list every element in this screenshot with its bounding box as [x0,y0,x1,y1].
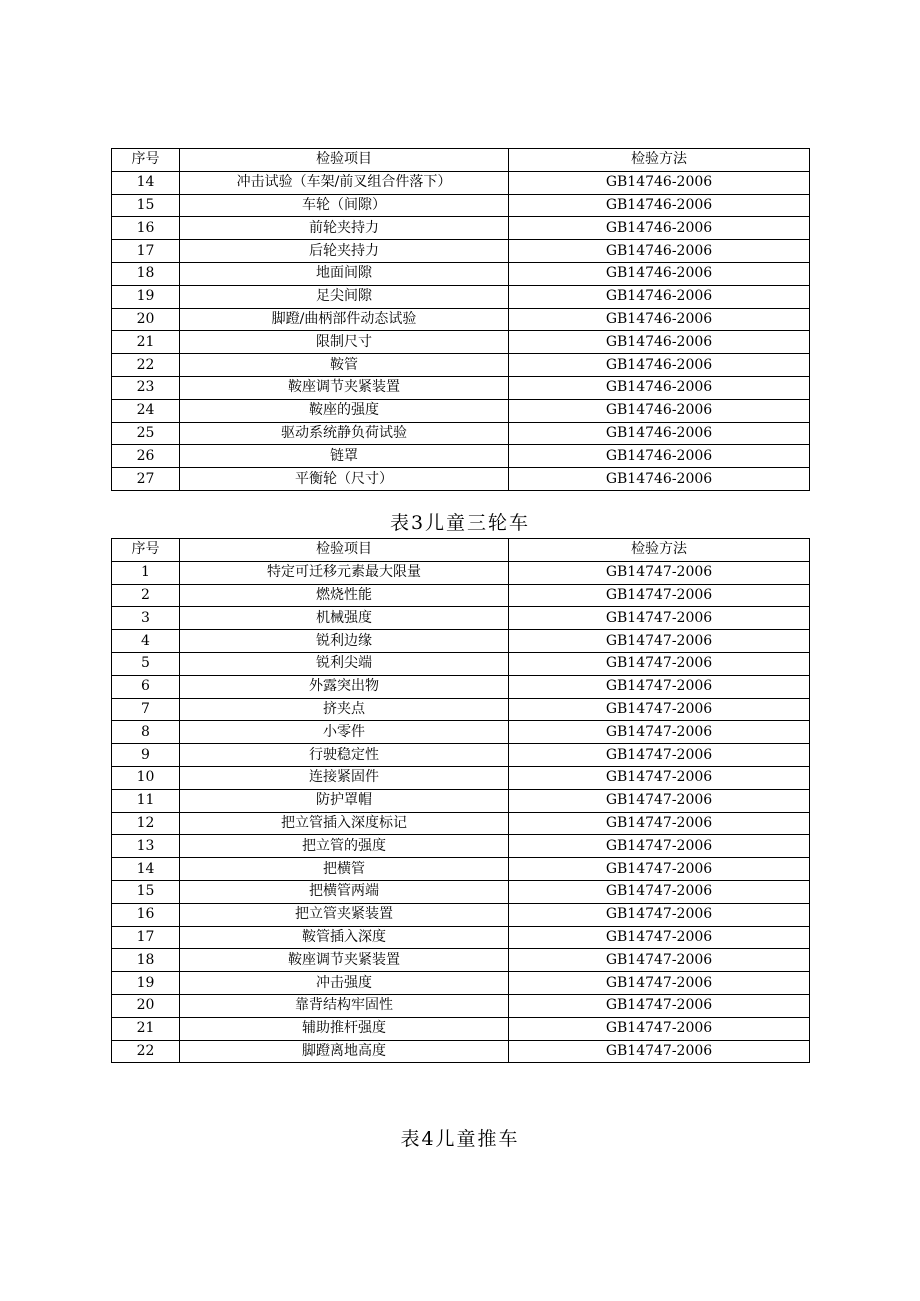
cell-item: 足尖间隙 [180,285,509,308]
cell-no: 9 [112,744,180,767]
cell-item: 冲击试验（车架/前叉组合件落下） [180,171,509,194]
table-row [112,1017,810,1040]
cell-no: 18 [112,949,180,972]
cell-no: 3 [112,607,180,630]
cell-item: 锐利尖端 [180,652,509,675]
cell-method: GB14747-2006 [509,1040,810,1063]
header-method: 检验方法 [509,539,810,562]
cell-method: GB14747-2006 [509,972,810,995]
cell-no: 11 [112,789,180,812]
table-row [112,744,810,767]
table-row [112,422,810,445]
cell-item: 地面间隙 [180,262,509,285]
table-row [112,789,810,812]
cell-item: 脚蹬离地高度 [180,1040,509,1063]
cell-item: 挤夹点 [180,698,509,721]
table-row [112,949,810,972]
inspection-table-tricycle [111,538,810,1063]
cell-no: 13 [112,835,180,858]
table-row [112,675,810,698]
cell-method: GB14746-2006 [509,308,810,331]
table-row [112,285,810,308]
cell-no: 6 [112,675,180,698]
cell-no: 23 [112,376,180,399]
cell-item: 把横管两端 [180,880,509,903]
cell-method: GB14747-2006 [509,652,810,675]
table-row [112,766,810,789]
table-row [112,262,810,285]
table-row [112,376,810,399]
cell-item: 脚蹬/曲柄部件动态试验 [180,308,509,331]
table-row [112,972,810,995]
table-row [112,308,810,331]
cell-item: 行驶稳定性 [180,744,509,767]
table-row [112,561,810,584]
cell-method: GB14747-2006 [509,835,810,858]
cell-method: GB14746-2006 [509,171,810,194]
table-row [112,652,810,675]
cell-method: GB14747-2006 [509,744,810,767]
cell-no: 15 [112,880,180,903]
table-row [112,445,810,468]
table-row [112,354,810,377]
cell-method: GB14747-2006 [509,675,810,698]
cell-method: GB14747-2006 [509,766,810,789]
cell-no: 17 [112,240,180,263]
header-no: 序号 [112,539,180,562]
table-header-row [112,539,810,562]
cell-no: 7 [112,698,180,721]
cell-item: 平衡轮（尺寸） [180,468,509,491]
cell-no: 14 [112,171,180,194]
header-item: 检验项目 [180,539,509,562]
cell-no: 21 [112,1017,180,1040]
cell-method: GB14747-2006 [509,880,810,903]
header-method: 检验方法 [509,149,810,172]
cell-no: 1 [112,561,180,584]
cell-item: 鞍座调节夹紧装置 [180,376,509,399]
table-row [112,858,810,881]
table-body [112,171,810,490]
table-row [112,630,810,653]
cell-item: 燃烧性能 [180,584,509,607]
table-header-row [112,149,810,172]
cell-no: 25 [112,422,180,445]
cell-no: 8 [112,721,180,744]
cell-method: GB14747-2006 [509,698,810,721]
cell-item: 驱动系统静负荷试验 [180,422,509,445]
cell-method: GB14747-2006 [509,561,810,584]
cell-item: 限制尺寸 [180,331,509,354]
cell-method: GB14746-2006 [509,217,810,240]
inspection-table-bicycle [111,148,810,491]
cell-item: 锐利边缘 [180,630,509,653]
table-row [112,607,810,630]
cell-item: 靠背结构牢固性 [180,994,509,1017]
cell-no: 16 [112,217,180,240]
table-row [112,584,810,607]
header-item: 检验项目 [180,149,509,172]
cell-no: 20 [112,994,180,1017]
cell-no: 12 [112,812,180,835]
cell-no: 19 [112,285,180,308]
cell-item: 冲击强度 [180,972,509,995]
table-row [112,812,810,835]
cell-item: 机械强度 [180,607,509,630]
cell-no: 18 [112,262,180,285]
cell-no: 19 [112,972,180,995]
header-no: 序号 [112,149,180,172]
cell-method: GB14746-2006 [509,468,810,491]
cell-method: GB14746-2006 [509,376,810,399]
table-row [112,468,810,491]
cell-item: 鞍管插入深度 [180,926,509,949]
cell-no: 15 [112,194,180,217]
cell-method: GB14747-2006 [509,949,810,972]
cell-method: GB14747-2006 [509,926,810,949]
cell-item: 链罩 [180,445,509,468]
cell-item: 鞍座调节夹紧装置 [180,949,509,972]
cell-method: GB14747-2006 [509,994,810,1017]
cell-method: GB14747-2006 [509,584,810,607]
cell-method: GB14747-2006 [509,858,810,881]
cell-item: 车轮（间隙） [180,194,509,217]
cell-no: 26 [112,445,180,468]
cell-method: GB14747-2006 [509,903,810,926]
table-row [112,880,810,903]
table-caption-tricycle: 表3儿童三轮车 [389,512,531,534]
cell-no: 21 [112,331,180,354]
cell-item: 小零件 [180,721,509,744]
cell-item: 鞍座的强度 [180,399,509,422]
cell-no: 16 [112,903,180,926]
cell-method: GB14747-2006 [509,812,810,835]
cell-no: 22 [112,1040,180,1063]
cell-item: 把立管夹紧装置 [180,903,509,926]
cell-item: 把横管 [180,858,509,881]
table-row [112,194,810,217]
table-row [112,721,810,744]
table-row [112,331,810,354]
cell-item: 辅助推杆强度 [180,1017,509,1040]
cell-item: 把立管插入深度标记 [180,812,509,835]
cell-item: 特定可迁移元素最大限量 [180,561,509,584]
cell-item: 鞍管 [180,354,509,377]
cell-no: 2 [112,584,180,607]
cell-method: GB14747-2006 [509,607,810,630]
cell-method: GB14747-2006 [509,789,810,812]
table-caption-stroller: 表4儿童推车 [400,1128,520,1150]
cell-no: 17 [112,926,180,949]
table-row [112,171,810,194]
cell-no: 20 [112,308,180,331]
cell-method: GB14746-2006 [509,285,810,308]
cell-method: GB14746-2006 [509,262,810,285]
table-row [112,399,810,422]
table-row [112,926,810,949]
cell-method: GB14746-2006 [509,194,810,217]
table-body [112,561,810,1063]
table-row [112,835,810,858]
cell-no: 4 [112,630,180,653]
cell-method: GB14747-2006 [509,630,810,653]
cell-no: 24 [112,399,180,422]
cell-item: 后轮夹持力 [180,240,509,263]
table-row [112,698,810,721]
table-row [112,1040,810,1063]
cell-method: GB14746-2006 [509,422,810,445]
cell-method: GB14746-2006 [509,399,810,422]
table-row [112,903,810,926]
cell-method: GB14746-2006 [509,331,810,354]
cell-no: 14 [112,858,180,881]
cell-method: GB14746-2006 [509,240,810,263]
cell-method: GB14747-2006 [509,721,810,744]
cell-item: 前轮夹持力 [180,217,509,240]
cell-no: 22 [112,354,180,377]
cell-item: 把立管的强度 [180,835,509,858]
cell-item: 防护罩帽 [180,789,509,812]
table-row [112,217,810,240]
cell-no: 10 [112,766,180,789]
cell-method: GB14747-2006 [509,1017,810,1040]
cell-no: 5 [112,652,180,675]
table-row [112,240,810,263]
cell-method: GB14746-2006 [509,354,810,377]
cell-item: 外露突出物 [180,675,509,698]
cell-no: 27 [112,468,180,491]
cell-method: GB14746-2006 [509,445,810,468]
cell-item: 连接紧固件 [180,766,509,789]
table-row [112,994,810,1017]
